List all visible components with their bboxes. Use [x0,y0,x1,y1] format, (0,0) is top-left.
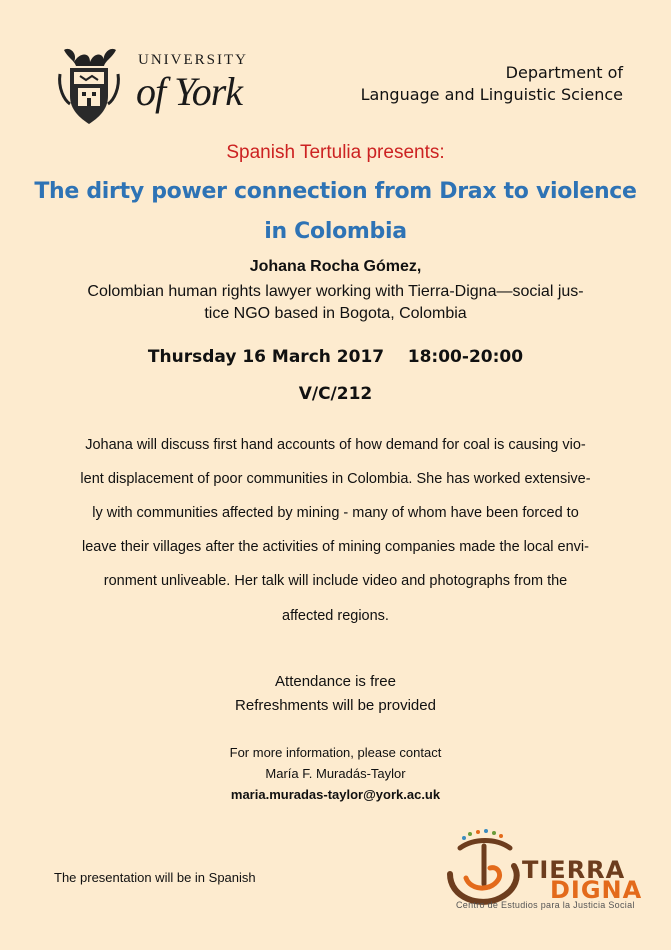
logo-of-york-text: of York [136,69,243,114]
logo-tierra-text: TIERRA [522,856,626,884]
speaker-desc-line-2: tice NGO based in Bogota, Colombia [204,305,467,322]
tierra-digna-logo [440,818,643,918]
description-line: Johana will discuss first hand accounts of how demand for coal is causing vio- [85,437,586,453]
department-name [361,62,623,106]
logo-digna-text: DIGNA [550,876,643,904]
title-line-1: The dirty power connection from Drax to violence [34,179,637,204]
speaker-description [40,281,631,325]
contact-info [0,742,671,805]
speaker-name: Johana Rocha Gómez, [249,258,422,275]
york-crest-icon [56,44,122,128]
speaker-desc-line-1: Colombian human rights lawyer working with Tierra-Digna—social jus- [87,283,584,300]
tierra-digna-mark-icon [440,824,526,910]
contact-email[interactable]: maria.muradas-taylor@york.ac.uk [230,787,441,802]
description-line: ronment unliveable. Her talk will include video and photographs from the [103,573,568,589]
logo-university-text: UNIVERSITY [138,52,248,68]
university-of-york-logo [56,44,266,130]
title-line-2: in Colombia [264,219,407,244]
department-line-2: Language and Linguistic Science [360,85,623,104]
logistics-info [0,670,671,718]
presenter-line: Spanish Tertulia presents: [226,142,445,163]
event-description [50,428,621,598]
event-room: V/C/212 [298,384,373,404]
contact-name: María F. Muradás-Taylor [265,766,406,781]
language-note: The presentation will be in Spanish [54,870,256,885]
description-line: lent displacement of poor communities in Colombia. She has worked extensive- [80,471,591,487]
refreshments-text: Refreshments will be provided [235,697,436,714]
department-line-1: Department of [505,63,623,82]
contact-intro: For more information, please contact [229,745,442,760]
description-line: leave their villages after the activities of mining companies made the local envi- [82,539,589,555]
event-datetime: Thursday 16 March 2017 18:00-20:00 [147,347,524,367]
description-line: ly with communities affected by mining - many of whom have been forced to [92,505,579,521]
logo-subtitle-text: Centro de Estudios para la Justicia Social [456,900,635,910]
event-title [0,172,671,252]
attendance-text: Attendance is free [275,673,396,690]
description-last-line: affected regions. [282,608,389,624]
